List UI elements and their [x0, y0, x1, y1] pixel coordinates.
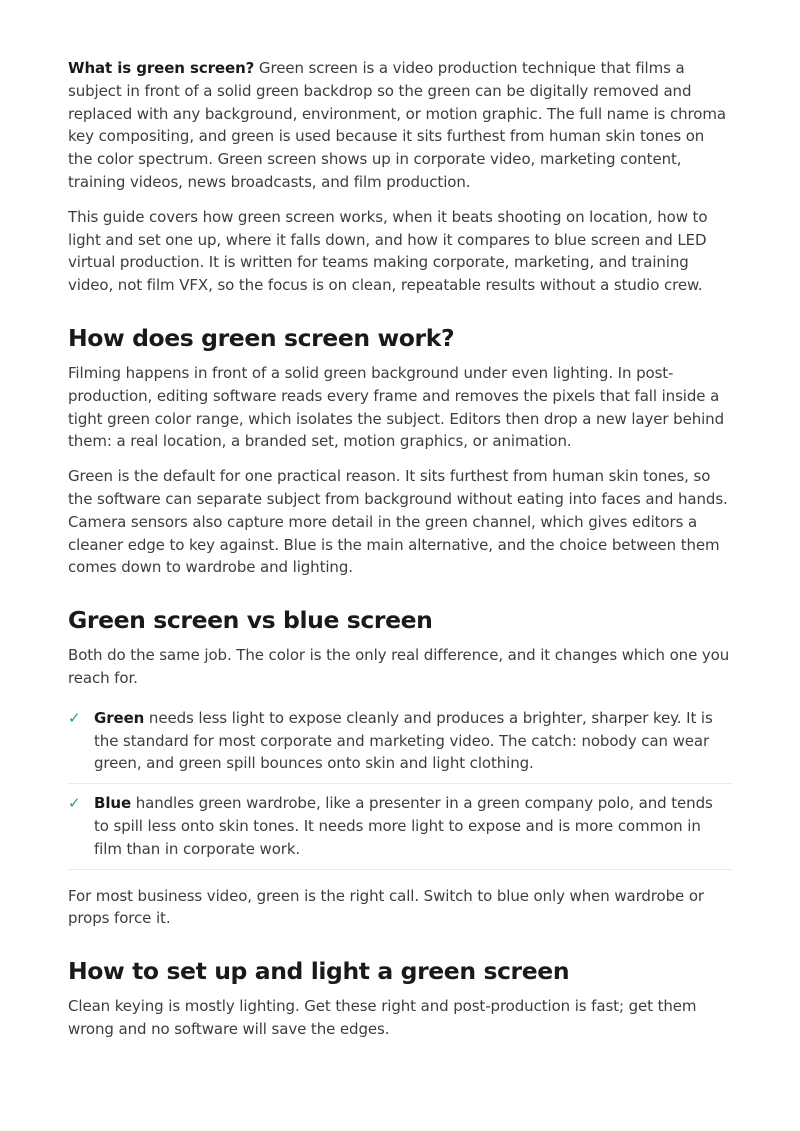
intro-lead-bold: What is green screen? — [68, 59, 255, 77]
article — [68, 57, 732, 1041]
setup-paragraph-1: Clean keying is mostly lighting. Get these right and post-production is fast; get them wrong and no software will save the edges. — [68, 997, 697, 1038]
heading-how-it-works: How does green screen work? — [68, 323, 455, 352]
list-item-term: Green — [94, 708, 145, 727]
list-item-text: needs less light to expose cleanly and produces a brighter, sharper key. It is the standard for most corporate and marketing video. The catch: nobody can wear green, and green spill bounces onto skin and light clothing. — [94, 708, 713, 773]
comparison-list — [68, 707, 732, 870]
how-it-works-paragraph-1: Filming happens in front of a solid green background under even lighting. In post-production, editing software reads every frame and removes the pixels that fall inside a tight green color range, which isolates the subject. Editors then drop a new layer behind them: a real location, a branded set, motion graphics, or animation. — [68, 363, 725, 451]
scope-paragraph: This guide covers how green screen works, when it beats shooting on location, how to light and set one up, where it falls down, and how it compares to blue screen and LED virtual production. It is written for teams making corporate, marketing, and training video, not film VFX, so the focus is on clean, repeatable results without a studio crew. — [68, 207, 708, 295]
list-item-text: handles green wardrobe, like a presenter in a green company polo, and tends to spill less onto skin tones. It needs more light to expose and is more common in film than in corporate work. — [94, 794, 713, 858]
list-item — [68, 707, 732, 784]
check-icon: ✓ — [68, 708, 81, 727]
list-item-term: Blue — [94, 794, 132, 813]
intro-paragraph — [68, 57, 732, 194]
heading-vs-blue: Green screen vs blue screen — [68, 606, 433, 635]
heading-setup: How to set up and light a green screen — [68, 957, 570, 986]
check-icon: ✓ — [68, 794, 81, 813]
vs-blue-paragraph-1: Both do the same job. The color is the only real difference, and it changes which one you reach for. — [68, 646, 730, 687]
vs-blue-paragraph-2: For most business video, green is the right call. Switch to blue only when wardrobe or props force it. — [68, 886, 704, 928]
intro-lead-text: Green screen is a video production technique that films a subject in front of a solid green backdrop so the green can be digitally removed and replaced with any background, environment, or motion graphic. The full name is chroma key compositing, and green is used because it sits furthest from human skin tones on the color spectrum. Green screen shows up in corporate video, marketing content, training videos, news broadcasts, and film production. — [68, 59, 726, 191]
list-item — [68, 792, 732, 869]
how-it-works-paragraph-2: Green is the default for one practical reason. It sits furthest from human skin tones, so the software can separate subject from background without eating into faces and hands. Camera sensors also capture more detail in the green channel, which gives editors a cleaner edge to key against. Blue is the main alternative, and the choice between them comes down to wardrobe and lighting. — [68, 467, 728, 577]
